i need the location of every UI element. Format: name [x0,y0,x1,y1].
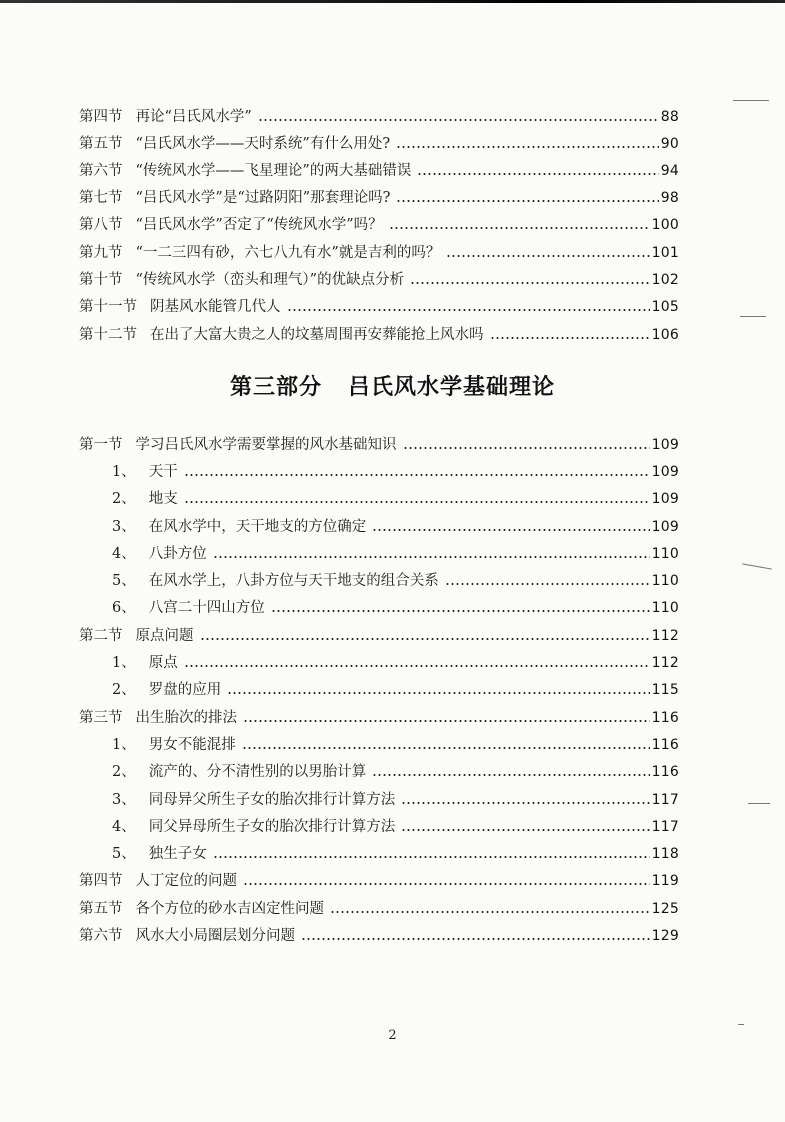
page-ref: 115 [651,682,679,698]
page-ref: 110 [651,546,679,562]
dot-leader [200,638,650,640]
toc-entry[interactable] [79,623,679,645]
toc-subentry[interactable] [112,541,679,563]
section-title: 风水大小局圈层划分问题 [135,928,295,944]
dot-leader [389,227,650,229]
page-number: 2 [388,1028,397,1043]
toc-entry[interactable] [79,131,679,153]
item-number: 2、 [112,764,136,780]
item-title: 独生子女 [148,846,207,862]
dot-leader [213,556,650,558]
scan-speck [742,563,772,569]
dot-leader [184,501,650,503]
page-ref: 117 [651,792,679,808]
page-ref: 116 [651,764,679,780]
toc-entry[interactable] [79,267,679,289]
part-heading [0,370,785,401]
section-title: “吕氏风水学”是“过路阴阳”那套理论吗? [135,190,391,206]
toc-entry[interactable] [79,212,679,234]
dot-leader [271,610,650,612]
section-label: 第八节 [79,217,123,233]
dot-leader [401,829,649,831]
item-title: 天干 [148,464,178,480]
dot-leader [227,692,649,694]
toc-subentry[interactable] [112,650,679,672]
part-number: 第三部分 [229,374,322,400]
page-ref: 94 [660,163,679,179]
page-ref: 90 [660,136,679,152]
toc-entry[interactable] [79,294,679,316]
toc-subentry[interactable] [112,841,679,863]
toc-entry[interactable] [79,896,679,918]
toc-entry[interactable] [79,923,679,945]
item-number: 3、 [112,792,136,808]
scan-speck [748,803,770,804]
dot-leader [396,146,659,148]
page-ref: 118 [651,846,679,862]
dot-leader [213,856,650,858]
section-label: 第三节 [79,710,123,726]
dot-leader [287,309,650,311]
page-ref: 101 [651,245,679,261]
dot-leader [445,583,650,585]
section-label: 第五节 [79,136,123,152]
dot-leader [243,720,650,722]
section-label: 第十节 [79,272,123,288]
page-ref: 109 [651,464,679,480]
dot-leader [446,255,649,257]
section-title: 人丁定位的问题 [135,873,237,889]
toc-subentry[interactable] [112,759,679,781]
item-title: 同父异母所生子女的胎次排行计算方法 [148,819,396,835]
item-number: 5、 [112,846,136,862]
toc-entry[interactable] [79,868,679,890]
page-ref: 109 [651,437,679,453]
scan-speck [738,1024,744,1025]
page-ref: 116 [651,710,679,726]
section-title: “吕氏风水学——天时系统”有什么用处? [135,136,391,152]
toc-subentry[interactable] [112,595,679,617]
page-ref: 119 [651,873,679,889]
section-title: “一二三四有砂，六七八九有水”就是吉利的吗？ [135,245,441,261]
page-ref: 106 [651,327,679,343]
toc-subentry[interactable] [112,486,679,508]
dot-leader [258,119,659,121]
item-number: 1、 [112,655,136,671]
item-title: 地支 [148,491,178,507]
section-label: 第十二节 [79,327,137,343]
item-title: 在风水学上，八卦方位与天干地支的组合关系 [148,573,439,589]
dot-leader [403,447,650,449]
section-title: 出生胎次的排法 [135,710,237,726]
item-number: 3、 [112,519,136,535]
toc-subentry[interactable] [112,677,679,699]
toc-entry[interactable] [79,104,679,126]
section-label: 第四节 [79,873,123,889]
toc-entry[interactable] [79,240,679,262]
item-title: 在风水学中，天干地支的方位确定 [148,519,367,535]
page-ref: 98 [660,190,679,206]
page-ref: 112 [651,655,679,671]
toc-subentry[interactable] [112,787,679,809]
toc-subentry[interactable] [112,459,679,481]
toc-subentry[interactable] [112,814,679,836]
page-ref: 88 [660,109,679,125]
dot-leader [184,665,650,667]
page-ref: 129 [651,928,679,944]
section-title: 阴基风水能管几代人 [150,299,281,315]
toc-subentry[interactable] [112,568,679,590]
dot-leader [330,911,650,913]
item-title: 同母异父所生子女的胎次排行计算方法 [148,792,396,808]
section-label: 第九节 [79,245,123,261]
item-title: 罗盘的应用 [148,682,222,698]
section-label: 第六节 [79,928,123,944]
item-title: 男女不能混排 [148,737,236,753]
dot-leader [401,802,649,804]
dot-leader [242,747,650,749]
item-number: 4、 [112,819,136,835]
item-number: 5、 [112,573,136,589]
section-title: “吕氏风水学”否定了“传统风水学”吗？ [135,217,383,233]
page-ref: 100 [651,217,679,233]
dot-leader [417,173,658,175]
item-number: 2、 [112,491,136,507]
dot-leader [184,474,650,476]
toc-entry[interactable] [79,322,679,344]
section-title: 在出了大富大贵之人的坟墓周围再安葬能抢上风水吗 [150,327,484,343]
toc-entry[interactable] [79,705,679,727]
section-label: 第十一节 [79,299,137,315]
toc-entry[interactable] [79,185,679,207]
part-title: 吕氏风水学基础理论 [348,374,556,400]
section-label: 第六节 [79,163,123,179]
page-ref: 109 [651,491,679,507]
section-label: 第二节 [79,628,123,644]
page-ref: 112 [651,628,679,644]
toc-entry[interactable] [79,158,679,180]
section-title: “传统风水学（峦头和理气）”的优缺点分析 [135,272,405,288]
page-ref: 110 [651,600,679,616]
toc-subentry[interactable] [112,514,679,536]
item-title: 八宫二十四山方位 [148,600,265,616]
dot-leader [396,200,658,202]
scan-edge [0,0,785,3]
section-label: 第七节 [79,190,123,206]
page-ref: 105 [651,299,679,315]
item-number: 4、 [112,546,136,562]
item-number: 2、 [112,682,136,698]
scan-speck [740,316,766,317]
item-title: 流产的、分不清性别的以男胎计算 [148,764,367,780]
item-number: 1、 [112,737,136,753]
dot-leader [410,282,650,284]
dot-leader [372,529,649,531]
section-title: 学习吕氏风水学需要掌握的风水基础知识 [135,437,397,453]
item-title: 八卦方位 [148,546,207,562]
item-number: 1、 [112,464,136,480]
section-label: 第一节 [79,437,123,453]
dot-leader [372,774,649,776]
item-number: 6、 [112,600,136,616]
page-ref: 125 [651,901,679,917]
toc-entry[interactable] [79,432,679,454]
section-label: 第五节 [79,901,123,917]
dot-leader [301,938,650,940]
page-ref: 109 [651,519,679,535]
page-ref: 102 [651,272,679,288]
scan-speck [733,100,769,101]
section-label: 第四节 [79,109,123,125]
page-ref: 110 [651,573,679,589]
dot-leader [490,337,650,339]
dot-leader [243,883,650,885]
section-title: 原点问题 [135,628,194,644]
section-title: 各个方位的砂水吉凶定性问题 [135,901,324,917]
item-title: 原点 [148,655,178,671]
section-title: “传统风水学——飞星理论”的两大基础错误 [135,163,412,179]
page-ref: 117 [651,819,679,835]
section-title: 再论“吕氏风水学” [135,109,252,125]
toc-subentry[interactable] [112,732,679,754]
page-ref: 116 [651,737,679,753]
